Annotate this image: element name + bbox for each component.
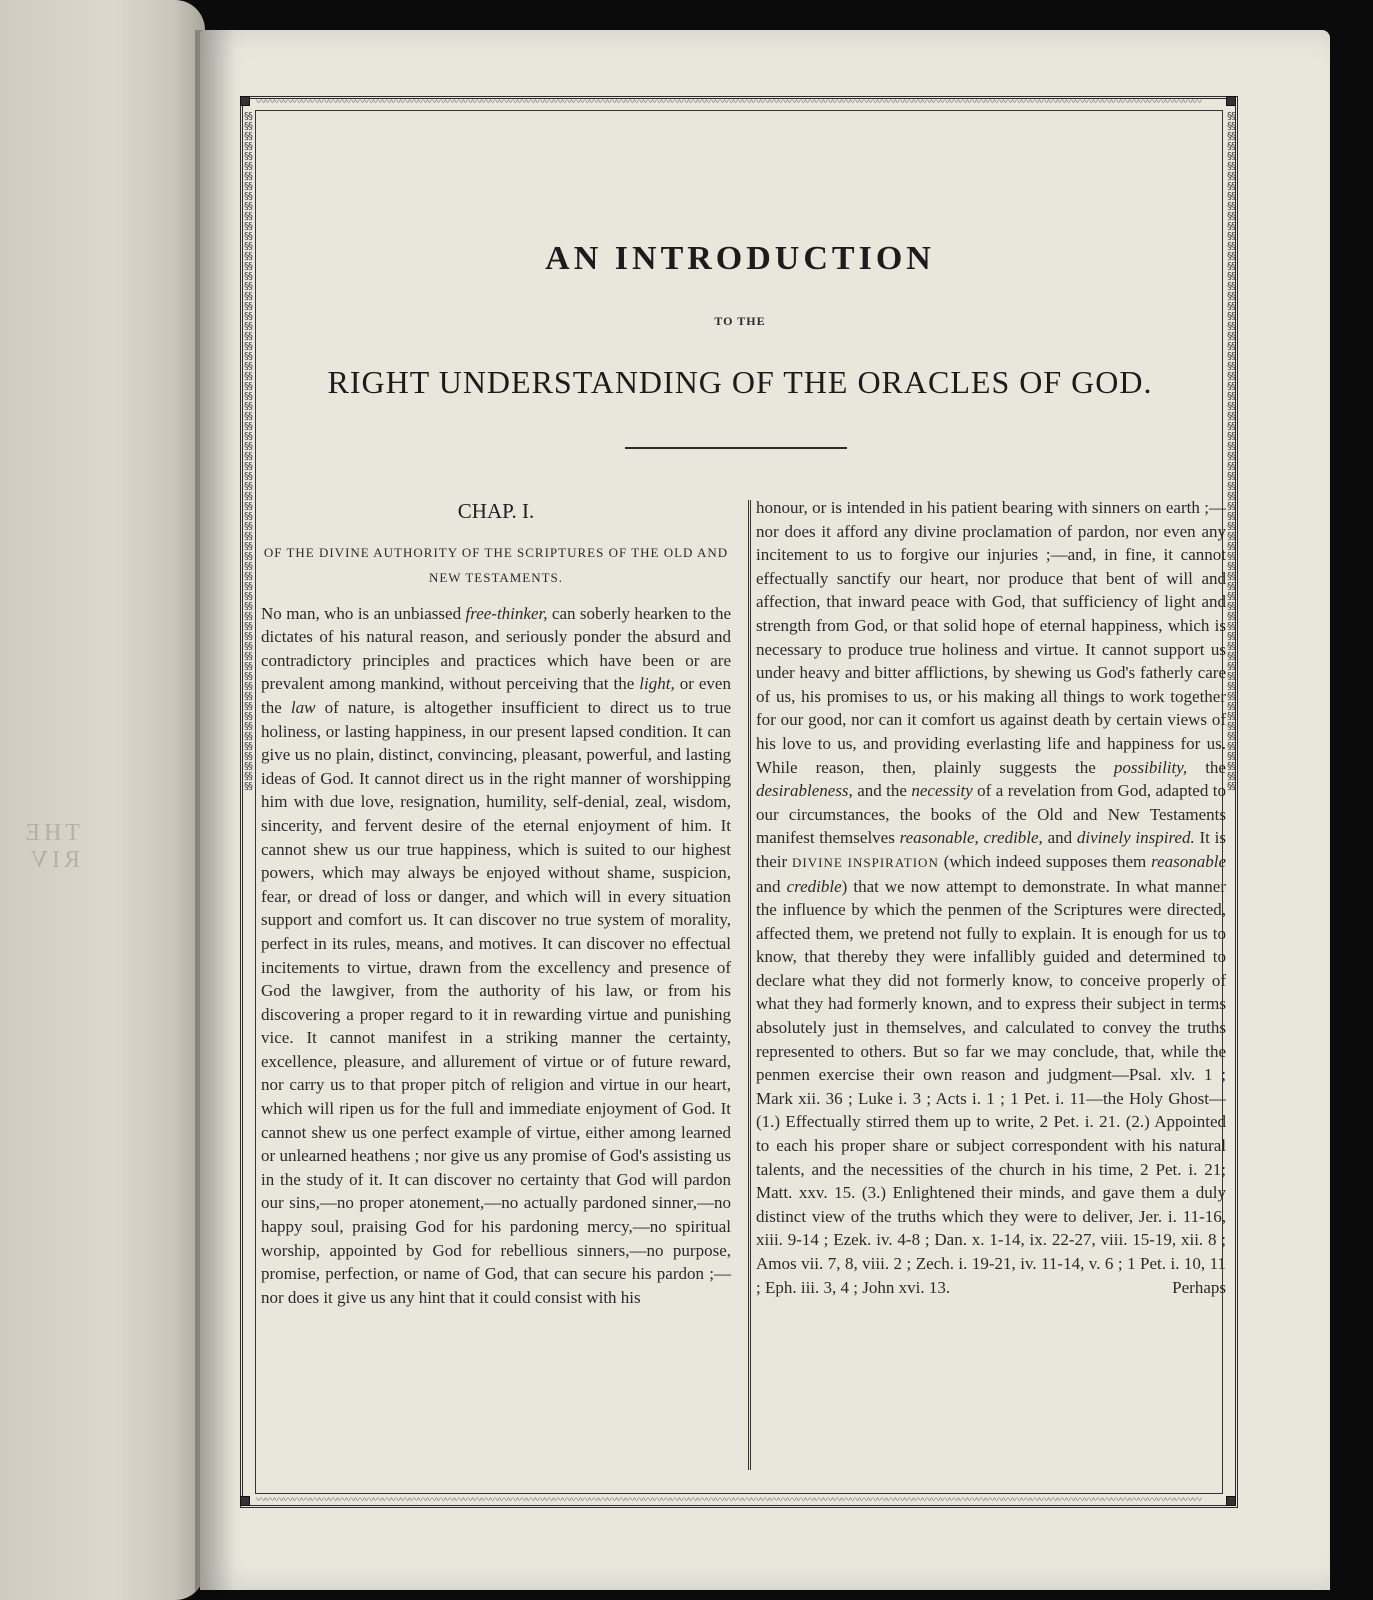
border-ornament-left: §§§§§§§§§§§§§§§§§§§§§§§§§§§§§§§§§§§§§§§§§§§§§§§§§§§§§§§§§§§§§§§§§§§§§§§§§§§§§§§§§§§§§§§§§§§§§§§§§§§§§§§§§§§§§§§§§§§§§§§§§§§§§§§§§§§§§§§§ [244, 112, 252, 792]
right-text-segment: honour, or is intended in his patient bearing with sinners on earth ;—nor does it afford any divine proclamation of pardon, nor even any incitement to us to forgive our injuries ;—and, in fine, it cannot effectually sanctify our heart, nor produce that bent of will and affection, that inward peace with God, that sufficiency of light and strength from God, or that solid hope of eternal happiness, which is necessary to produce true holiness and virtue. It cannot support us under heavy and bitter afflictions, by shewing us God's fatherly care of us, his promises to us, or his making all things to work together for our good, nor can it comfort us against death by certain views of his love to us, and providing everlasting life and happiness for us. While reason, then, plainly suggests the [756, 498, 1226, 777]
right-text-segment: of a revelation from God, adapted to our circumstances, the books of the Old and New Testaments manifest themselves [756, 781, 1226, 848]
page-subtitle: RIGHT UNDERSTANDING OF THE ORACLES OF GOD. [327, 364, 1153, 400]
left-column [261, 500, 731, 1309]
border-corner-top-left [240, 96, 250, 106]
italic-term: necessity [911, 781, 973, 801]
left-column-text [261, 602, 731, 1310]
italic-term: possibility, [1113, 757, 1188, 777]
italic-term: desirableness, [756, 781, 853, 801]
chapter-heading: CHAP. I. [457, 499, 535, 523]
left-text-segment: of nature, is altogether insufficient to direct us to true holiness, or lasting happiness, in our present lapsed condition. It can give us no plain, distinct, convincing, pleasant, powerful, and lasting ideas of God. It cannot direct us in the right manner of worshipping him with due love, resignation, humility, self-denial, zeal, wisdom, sincerity, and fervent desire of the eternal enjoyment of him. It cannot shew us our true happiness, which is suited to our highest powers, which may always be enjoyed without shame, suspicion, fear, or dread of loss or danger, and which will in every situation support and comfort us. It can discover no true system of morality, perfect in its rules, means, and motives. It can discover no effectual incitements to virtue, drawn from the excellency and presence of God the lawgiver, from the authority of his law, or from his discovering a proper regard to it in rewarding virtue and punishing vice. It cannot manifest in a striking manner the certainty, excellence, pleasure, and allurement of virtue or of future reward, nor carry us to that proper pitch of religion and virtue in our heart, which will ripen us for the full and immediate enjoyment of God. It cannot shew us one perfect example of virtue, either among learned or unlearned heathens ; nor give us any promise of God's assisting us in the study of it. It can discover no certainty that God will pardon our sins,—no proper atonement,—no actually pardoned sinner,—no happy soul, praising God for his pardoning mercy,—no spiritual worship, appointed by God for rebellious sinners,—no purpose, promise, perfection, or name of God, that can secure his pardon ;— nor does it give us any hint that it could consist with his [261, 697, 731, 1307]
small-caps-term: DIVINE INSPIRATION [792, 854, 939, 870]
right-column-text [756, 496, 1226, 1299]
page-title: AN INTRODUCTION [545, 240, 935, 277]
right-text-segment: It is their [756, 828, 1226, 871]
italic-term: free-thinker, [465, 603, 548, 623]
right-text-segment: ) that we now attempt to demonstrate. In what manner the influence by which the penmen of the Scriptures were directed, affected them, we pretend not fully to explain. It is enough for us to know, that thereby they were infallibly guided and determined to declare what they did not formerly know, to conceive properly of what they had formerly known, and to express their subject in terms absolutely just in themselves, and calculated to convey the truths represented to others. But so far we may conclude, that, while the penmen exercise their own reason and judgment—Psal. xlv. 1 ; Mark xii. 36 ; Luke i. 3 ; Acts i. 1 ; 1 Pet. i. 11—the Holy Ghost—(1.) Effectually stirred them up to write, 2 Pet. i. 21. (2.) Appointed to each his proper share or subject correspondent with his natural talents, and the necessities of the church in his time, 2 Pet. i. 21; Matt. xxv. 15. (3.) Enlightened their minds, and gave them a duly distinct view of the truths which they were to deliver, Jer. i. 11-16, xiii. 9-14 ; Ezek. iv. 4-8 ; Dan. x. 1-14, ix. 22-27, viii. 15-19, xii. 8 ; Amos vii. 7, 8, viii. 2 ; Zech. i. 19-21, iv. 11-14, v. 6 ; 1 Pet. i. 10, 11 ; Eph. iii. 3, 4 ; John xvi. 13. [756, 876, 1226, 1297]
italic-term: law [290, 697, 316, 717]
border-corner-bottom-right [1226, 1496, 1236, 1506]
right-column [756, 496, 1226, 1299]
title-rule [625, 447, 847, 449]
border-ornament-bottom: 〰〰〰〰〰〰〰〰〰〰〰〰〰〰〰〰〰〰〰〰〰〰〰〰〰〰〰〰〰〰〰〰〰〰〰〰〰〰〰〰〰〰〰〰〰〰〰〰〰〰〰〰〰〰〰〰〰〰〰〰〰〰〰〰〰〰〰〰〰〰〰〰〰〰〰〰〰〰〰〰〰〰〰〰〰〰〰〰〰〰〰〰〰〰〰〰〰〰〰〰〰〰〰〰〰 [256, 1496, 1201, 1506]
italic-term: divinely inspired. [1076, 828, 1195, 848]
right-paragraph [756, 496, 1226, 1299]
left-paragraph [261, 602, 731, 1310]
title-connector: TO THE [714, 314, 766, 328]
right-text-segment: and [756, 876, 787, 896]
border-corner-bottom-left [240, 1496, 250, 1506]
left-text-segment: can soberly hearken to the dictates of his natural reason, and seriously ponder the absurd and contradictory principles and practices which have been or are prevalent among mankind, without perceiving that the [261, 603, 731, 694]
italic-term: credible [786, 876, 842, 896]
left-page [0, 0, 205, 1600]
border-ornament-top: 〰〰〰〰〰〰〰〰〰〰〰〰〰〰〰〰〰〰〰〰〰〰〰〰〰〰〰〰〰〰〰〰〰〰〰〰〰〰〰〰〰〰〰〰〰〰〰〰〰〰〰〰〰〰〰〰〰〰〰〰〰〰〰〰〰〰〰〰〰〰〰〰〰〰〰〰〰〰〰〰〰〰〰〰〰〰〰〰〰〰〰〰〰〰〰〰〰〰〰〰〰〰〰〰〰 [256, 98, 1201, 108]
column-divider [748, 500, 751, 1470]
right-text-segment: and the [852, 781, 912, 801]
right-text-segment: the [1187, 757, 1226, 777]
left-text-segment: No man, who is an unbiassed [261, 603, 466, 623]
border-corner-top-right [1226, 96, 1236, 106]
italic-term: light, [639, 674, 675, 694]
right-text-segment: (which indeed supposes them [938, 851, 1152, 871]
chapter-subheading: OF THE DIVINE AUTHORITY OF THE SCRIPTURES OF THE OLD AND NEW TESTAMENTS. [263, 544, 729, 585]
italic-term: reasonable, credible, [899, 828, 1043, 848]
catchword: Perhaps [1172, 1277, 1226, 1297]
left-page-ghost-text: THE RIV [21, 820, 80, 873]
border-ornament-right: §§§§§§§§§§§§§§§§§§§§§§§§§§§§§§§§§§§§§§§§§§§§§§§§§§§§§§§§§§§§§§§§§§§§§§§§§§§§§§§§§§§§§§§§§§§§§§§§§§§§§§§§§§§§§§§§§§§§§§§§§§§§§§§§§§§§§§§§ [1227, 112, 1235, 792]
right-text-segment: and [1042, 828, 1077, 848]
spine-shadow [195, 30, 235, 1600]
italic-term: reasonable [1151, 851, 1227, 871]
left-text-segment: or even the [261, 674, 731, 717]
